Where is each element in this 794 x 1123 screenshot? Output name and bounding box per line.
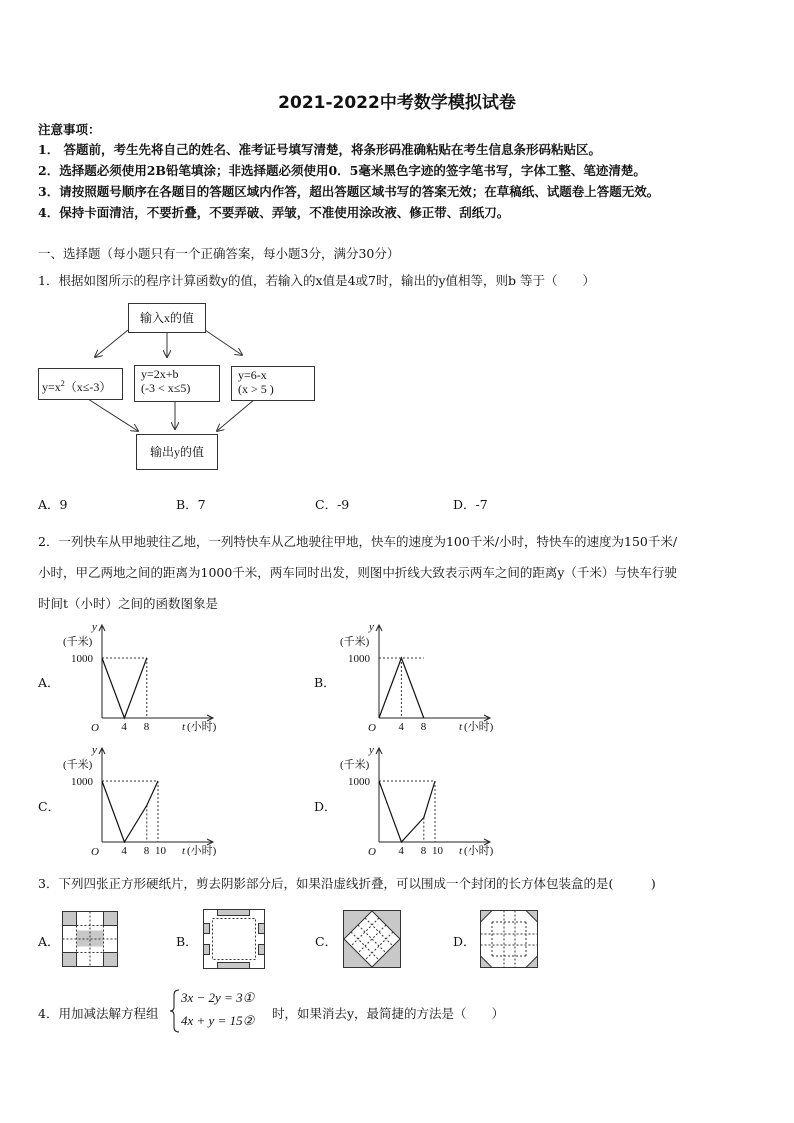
t-axis-unit: (小时) xyxy=(187,845,217,856)
q1-option-a[interactable]: A．9 xyxy=(38,497,68,512)
q3-option-d-label[interactable]: D． xyxy=(453,934,476,949)
q2-option-a-label[interactable]: A． xyxy=(38,675,60,690)
flow-branch-3 xyxy=(231,366,315,401)
notice-item-3: 3．请按照题号顺序在各题目的答题区域内作答，超出答题区域书写的答案无效；在草稿纸、试题卷上答题无效。 xyxy=(38,184,660,199)
q1-option-d[interactable]: D．-7 xyxy=(453,497,488,512)
q3-figure-d[interactable] xyxy=(480,910,538,968)
flow-input-box: 输入x的值 xyxy=(128,303,206,333)
t-axis-label: t xyxy=(459,721,463,732)
notice-item-1: 1． 答题前，考生先将自己的姓名、准考证号填写清楚，将条形码准确粘贴在考生信息条形码粘贴区。 xyxy=(38,142,602,157)
flow-branch-1-condition: （x≤-3） xyxy=(64,380,112,394)
y-axis-label: y xyxy=(92,744,97,756)
t-axis-unit: (小时) xyxy=(187,721,217,732)
q3-figure-c[interactable] xyxy=(343,910,401,968)
q3-option-c-label[interactable]: C． xyxy=(315,934,338,949)
x-tick-4: 4 xyxy=(398,845,404,856)
q2-option-c-label[interactable]: C． xyxy=(38,799,61,814)
q2-stem-line-1: 2．一列快车从甲地驶往乙地，一列特快车从乙地驶往甲地，快车的速度为100千米/小时，特快车的速度为150千米/ xyxy=(38,534,678,549)
x-tick-4: 4 xyxy=(121,845,127,856)
x-tick-8: 8 xyxy=(143,721,150,732)
y-tick-1000: 1000 xyxy=(71,776,93,788)
t-axis-unit: (小时) xyxy=(464,845,494,856)
y-axis-unit: (千米) xyxy=(63,636,93,648)
flow-output-box: 输出y的值 xyxy=(136,434,218,470)
y-axis-unit: (千米) xyxy=(340,759,370,771)
flow-branch-2-condition: (-3 < x≤5) xyxy=(141,381,191,395)
q2-graph-a[interactable] xyxy=(55,620,255,732)
q4-suffix: 时，如果消去y，最简捷的方法是（ ） xyxy=(272,1006,505,1021)
y-axis-label: y xyxy=(369,621,374,633)
q3-option-b-label[interactable]: B． xyxy=(176,934,198,949)
q3-figure-a[interactable] xyxy=(62,911,118,967)
origin-label: O xyxy=(91,846,99,856)
t-axis-label: t xyxy=(182,845,186,856)
t-axis-unit: (小时) xyxy=(464,721,494,732)
q2-stem-line-3: 时间t（小时）之间的函数图象是 xyxy=(38,596,219,611)
q4-equation-2: 4x + y = 15② xyxy=(181,1013,255,1028)
q3-stem: 3．下列四张正方形硬纸片，剪去阴影部分后，如果沿虚线折叠，可以围成一个封闭的长方体包装盒的是( ) xyxy=(38,876,656,891)
flow-branch-1 xyxy=(38,368,123,400)
distance-line xyxy=(102,658,147,718)
flow-branch-1-exponent: 2 xyxy=(60,379,65,388)
page-title: 2021-2022中考数学模拟试卷 xyxy=(278,93,516,113)
origin-label: O xyxy=(91,722,99,732)
q1-option-c[interactable]: C．-9 xyxy=(315,497,350,512)
y-axis-unit: (千米) xyxy=(63,759,93,771)
q2-option-d-label[interactable]: D． xyxy=(314,799,337,814)
q4-prefix: 4．用加减法解方程组 xyxy=(38,1006,159,1021)
q4-equation-1: 3x − 2y = 3① xyxy=(181,990,255,1005)
notice-item-4: 4．保持卡面清洁，不要折叠，不要弄破、弄皱，不准使用涂改液、修正带、刮纸刀。 xyxy=(38,205,510,220)
q2-option-b-label[interactable]: B． xyxy=(314,675,336,690)
notice-heading: 注意事项： xyxy=(38,122,101,137)
q1-stem: 1．根据如图所示的程序计算函数y的值，若输入的x值是4或7时，输出的y值相等，则b 等于（ ） xyxy=(38,273,596,288)
q2-graph-d[interactable] xyxy=(332,743,532,856)
x-tick-10: 10 xyxy=(432,845,443,856)
notice-item-2: 2．选择题必须使用2B铅笔填涂；非选择题必须使用0．5毫米黑色字迹的签字笔书写，字体工整、笔迹清楚。 xyxy=(38,163,646,178)
x-tick-4: 4 xyxy=(121,721,127,732)
x-tick-8: 8 xyxy=(420,845,427,856)
x-tick-4: 4 xyxy=(398,721,404,732)
flow-branch-3-formula: y=6-x xyxy=(238,368,267,382)
flow-branch-3-condition: (x > 5 ) xyxy=(238,382,274,396)
q1-option-b[interactable]: B．7 xyxy=(176,497,206,512)
y-axis-unit: (千米) xyxy=(340,636,370,648)
distance-line xyxy=(379,781,435,842)
t-axis-label: t xyxy=(459,845,463,856)
y-axis-label: y xyxy=(92,621,97,633)
system-brace-icon xyxy=(170,989,180,1033)
origin-label: O xyxy=(368,722,376,732)
y-axis-label: y xyxy=(369,744,374,756)
q3-figure-b[interactable] xyxy=(203,909,265,969)
x-tick-8: 8 xyxy=(143,845,150,856)
q2-graph-c[interactable] xyxy=(55,743,255,856)
t-axis-label: t xyxy=(182,721,186,732)
flow-branch-1-formula: y=x xyxy=(42,380,61,394)
section-heading: 一、选择题（每小题只有一个正确答案，每小题3分，满分30分） xyxy=(38,246,400,261)
x-tick-10: 10 xyxy=(155,845,166,856)
x-tick-8: 8 xyxy=(420,721,427,732)
distance-line xyxy=(102,781,158,842)
y-tick-1000: 1000 xyxy=(348,653,370,665)
y-tick-1000: 1000 xyxy=(71,653,93,665)
y-tick-1000: 1000 xyxy=(348,776,370,788)
q3-option-a-label[interactable]: A． xyxy=(38,934,60,949)
q2-stem-line-2: 小时，甲乙两地之间的距离为1000千米，两车同时出发，则图中折线大致表示两车之间的距离y（千米）与快车行驶 xyxy=(38,565,677,580)
flow-branch-2 xyxy=(134,365,220,402)
q2-graph-b[interactable] xyxy=(332,620,532,732)
flow-branch-2-formula: y=2x+b xyxy=(141,367,179,381)
origin-label: O xyxy=(368,846,376,856)
